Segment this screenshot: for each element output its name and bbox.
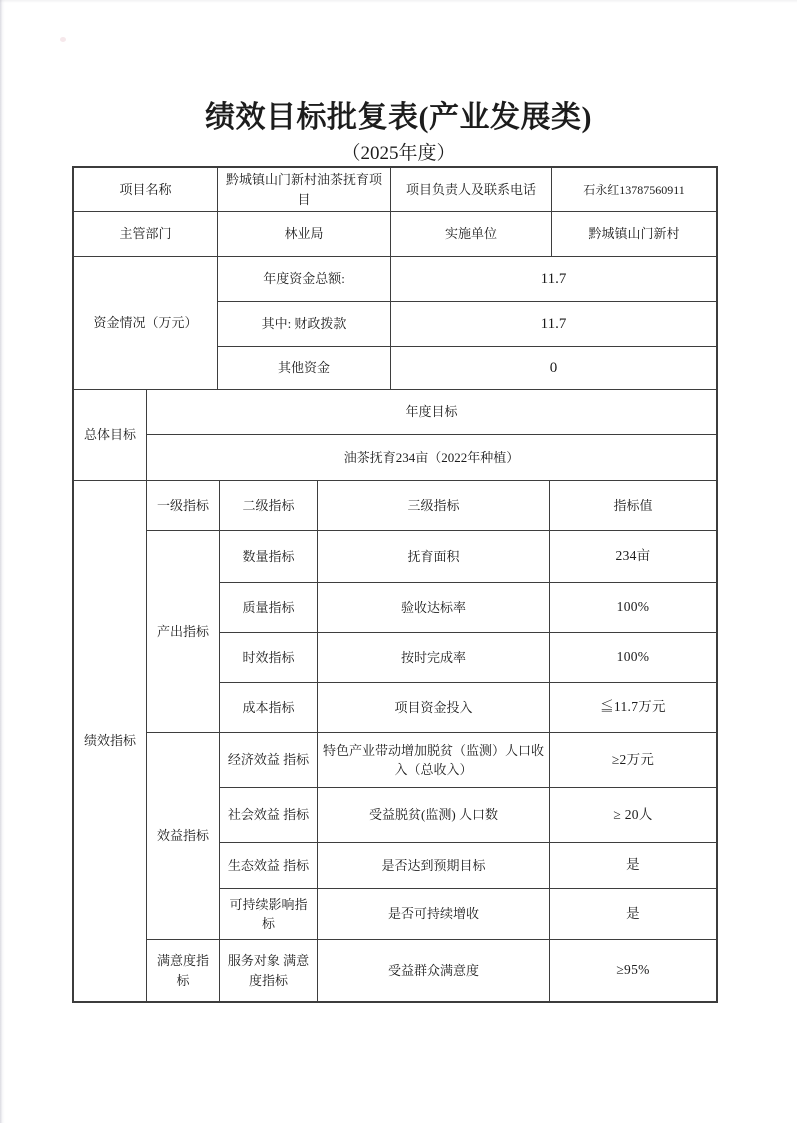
indicator-value: 100% [550,633,716,683]
page-subtitle: （2025年度） [341,143,456,164]
project-info-section [74,168,716,257]
indicator-l2: 可持续影响指标 [220,889,318,940]
indicator-l3: 是否达到预期目标 [318,843,550,889]
funding-value-total: 11.7 [391,257,716,302]
indicator-l3: 受益群众满意度 [318,940,550,1001]
project-leader-value: 石永红13787560911 [552,168,716,212]
funding-value-other: 0 [391,347,716,390]
project-name-value: 黔城镇山门新村油茶抚育项目 [218,168,391,212]
indicator-l2: 生态效益 指标 [220,843,318,889]
header-level2: 二级指标 [220,481,318,531]
annual-target-content: 油茶抚育234亩（2022年种植） [147,435,716,481]
indicator-l2: 服务对象 满意度指标 [220,940,318,1001]
indicator-l3: 按时完成率 [318,633,550,683]
indicator-value: 100% [550,583,716,633]
indicator-value: 是 [550,889,716,940]
indicator-l2: 社会效益 指标 [220,788,318,843]
overall-target-section [74,390,716,481]
group-satisfaction-label: 满意度指标 [147,940,220,1001]
indicator-l2: 成本指标 [220,683,318,733]
indicator-l3: 特色产业带动增加脱贫（监测）人口收入（总收入） [318,733,550,788]
funding-section [74,257,716,390]
header-level3: 三级指标 [318,481,550,531]
indicator-l3: 项目资金投入 [318,683,550,733]
project-leader-label: 项目负责人及联系电话 [391,168,552,212]
annual-target-header: 年度目标 [147,390,716,435]
funding-item-other: 其他资金 [218,347,391,390]
indicator-l3: 验收达标率 [318,583,550,633]
indicator-l3: 抚育面积 [318,531,550,583]
overall-target-label: 总体目标 [74,390,147,481]
group-output-label: 产出指标 [147,531,220,733]
indicator-l2: 时效指标 [220,633,318,683]
header-level1: 一级指标 [147,481,220,531]
implementation-unit-label: 实施单位 [391,212,552,257]
indicator-l2: 经济效益 指标 [220,733,318,788]
scan-edge-shadow-top [0,0,797,3]
indicator-value: ≦11.7万元 [550,683,716,733]
indicators-section [74,481,716,1001]
indicator-value: ≥95% [616,962,650,978]
project-name-label: 项目名称 [74,168,218,212]
performance-target-table [72,166,718,1003]
indicator-l2: 质量指标 [220,583,318,633]
indicator-value: ≥ 20人 [550,788,716,843]
indicator-value: ≥2万元 [550,733,716,788]
header-value: 指标值 [550,481,716,531]
department-value: 林业局 [218,212,391,257]
indicator-value: 是 [550,843,716,889]
department-label: 主管部门 [74,212,218,257]
funding-item-total: 年度资金总额: [218,257,391,302]
indicator-l3: 是否可持续增收 [318,889,550,940]
group-benefit-label: 效益指标 [147,733,220,940]
scan-edge-shadow [0,0,5,1123]
funding-value-fiscal: 11.7 [391,302,716,347]
indicator-l3: 受益脱贫(监测) 人口数 [318,788,550,843]
scan-artifact [60,37,66,42]
funding-label: 资金情况（万元） [74,257,218,390]
indicator-value: 234亩 [550,531,716,583]
implementation-unit-value: 黔城镇山门新村 [552,212,716,257]
funding-item-fiscal: 其中: 财政拨款 [218,302,391,347]
indicators-label: 绩效指标 [74,481,147,1001]
indicator-l2: 数量指标 [220,531,318,583]
page-title: 绩效目标批复表(产业发展类) [205,101,592,134]
